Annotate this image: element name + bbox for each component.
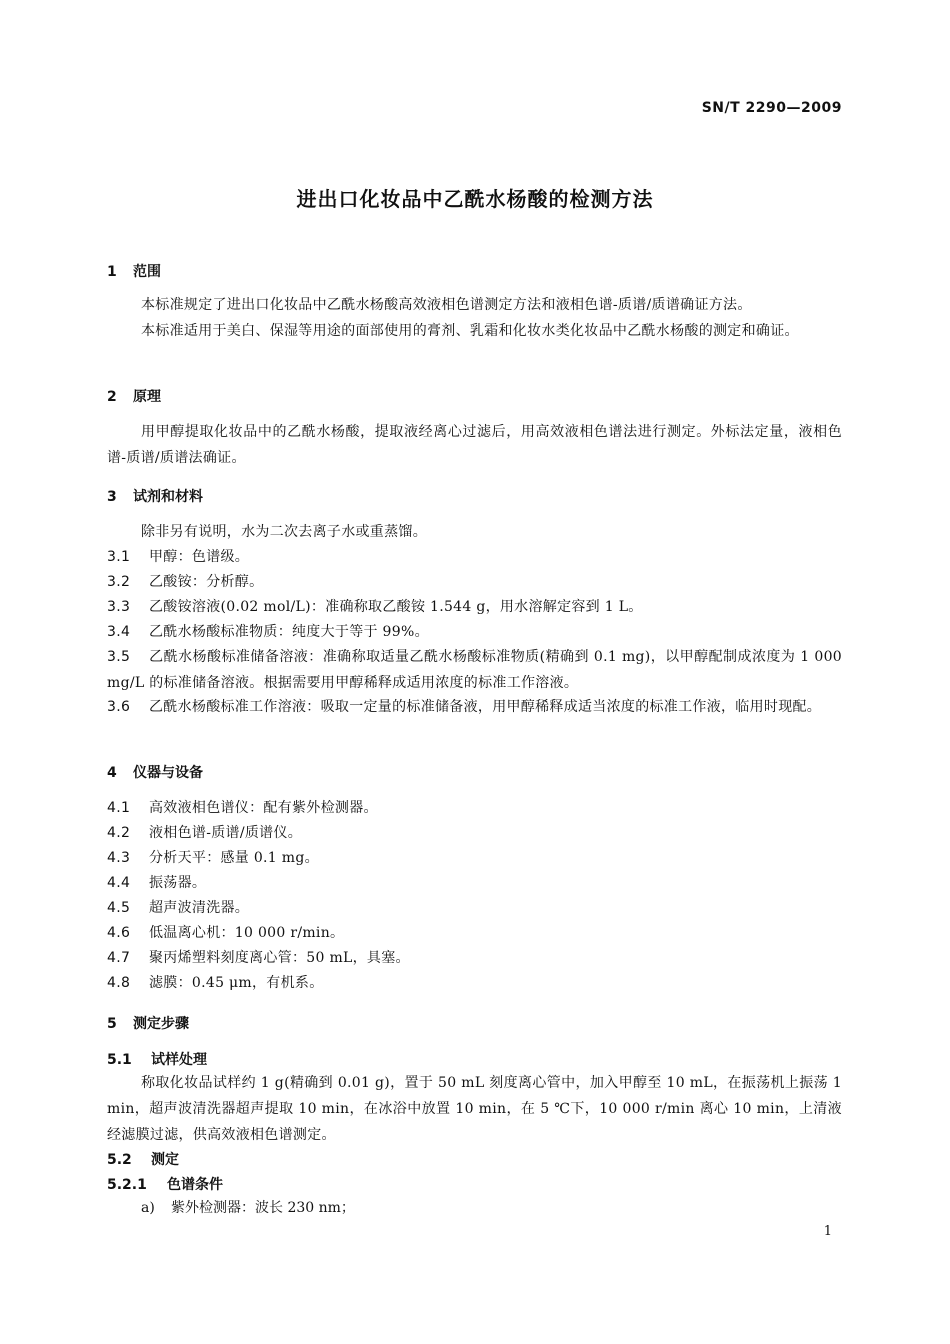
list-item (107, 945, 842, 971)
item-text: 高效液相色谱仪：配有紫外检测器。 (149, 800, 378, 816)
item-number: 4.3 (107, 850, 131, 866)
list-item (107, 569, 842, 595)
item-number: 4.2 (107, 825, 131, 841)
section-1-para-1: 本标准规定了进出口化妆品中乙酰水杨酸高效液相色谱测定方法和液相色谱-质谱/质谱确证方法。 (141, 297, 752, 313)
section-number: 4 (107, 765, 117, 781)
section-2-para-1: 用甲醇提取化妆品中的乙酰水杨酸，提取液经离心过滤后，用高效液相色谱法进行测定。外标法定量，液相色谱-质谱/质谱法确证。 (107, 424, 842, 466)
list-item (107, 694, 842, 720)
list-item (107, 970, 842, 996)
item-text: 分析天平：感量 0.1 mg。 (149, 850, 319, 866)
item-number: 3.5 (107, 649, 131, 665)
item-text: 聚丙烯塑料刻度离心管：50 mL，具塞。 (149, 950, 410, 966)
item-text: 紫外检测器：波长 230 nm； (171, 1200, 355, 1216)
item-number: 4.7 (107, 950, 131, 966)
subsection-number: 5.1 (107, 1052, 132, 1068)
section-title: 测定步骤 (133, 1016, 189, 1032)
document-title: 进出口化妆品中乙酰水杨酸的检测方法 (296, 187, 654, 211)
item-text: 低温离心机：10 000 r/min。 (149, 925, 345, 941)
section-title: 试剂和材料 (133, 489, 203, 505)
subsection-5-1-para: 称取化妆品试样约 1 g(精确到 0.01 g)，置于 50 mL 刻度离心管中，加入甲醇至 10 mL，在振荡机上振荡 1 min，超声波清洗器超声提取 10 min，在冰浴中放置 10 min，在 5 ℃下，10 000 r/min 离心 10 min，上清液经滤膜过滤，供高效液相色谱测定。 (107, 1075, 842, 1143)
section-title: 范围 (133, 264, 161, 280)
item-number: 4.8 (107, 975, 131, 991)
section-number: 2 (107, 389, 117, 405)
list-item (107, 544, 842, 570)
subsection-title: 试样处理 (151, 1052, 207, 1068)
item-number: 4.4 (107, 875, 131, 891)
list-item (107, 845, 842, 871)
item-text: 乙酸铵：分析醇。 (149, 574, 264, 590)
list-item (107, 870, 842, 896)
list-item (141, 1195, 355, 1221)
item-text: 乙酰水杨酸标准工作溶液：吸取一定量的标准储备液，用甲醇稀释成适当浓度的标准工作液，临用时现配。 (149, 699, 822, 715)
item-text: 滤膜：0.45 μm，有机系。 (149, 975, 324, 991)
list-item (107, 920, 842, 946)
subsection-number: 5.2.1 (107, 1177, 147, 1193)
subsection-title: 测定 (151, 1152, 179, 1168)
item-number: 4.5 (107, 900, 131, 916)
item-text: 乙酰水杨酸标准储备溶液：准确称取适量乙酰水杨酸标准物质(精确到 0.1 mg)，以甲醇配制成浓度为 1 000 mg/L 的标准储备溶液。根据需要用甲醇稀释成适用浓度的标准工作溶液。 (107, 649, 842, 691)
list-item (107, 619, 842, 645)
item-number: 3.2 (107, 574, 131, 590)
item-text: 振荡器。 (149, 875, 207, 891)
list-item (107, 895, 842, 921)
section-title: 原理 (133, 389, 161, 405)
subsection-5-2-heading (107, 1149, 179, 1169)
item-text: 乙酸铵溶液(0.02 mol/L)：准确称取乙酸铵 1.544 g，用水溶解定容到 1 L。 (149, 599, 643, 615)
section-3-intro: 除非另有说明，水为二次去离子水或重蒸馏。 (141, 524, 427, 540)
item-text: 超声波清洗器。 (149, 900, 250, 916)
section-number: 1 (107, 264, 117, 280)
subsection-5-2-1-heading (107, 1174, 223, 1194)
item-text: 液相色谱-质谱/质谱仪。 (149, 825, 303, 841)
page-number: 1 (823, 1224, 832, 1239)
standard-code: SN/T 2290—2009 (701, 100, 842, 116)
list-item (107, 594, 842, 620)
section-1-para-2: 本标准适用于美白、保湿等用途的面部使用的膏剂、乳霜和化妆水类化妆品中乙酰水杨酸的测定和确证。 (141, 323, 799, 339)
section-3-heading (107, 486, 203, 506)
section-number: 3 (107, 489, 117, 505)
item-number: 3.6 (107, 699, 131, 715)
item-number: 3.4 (107, 624, 131, 640)
item-text: 乙酰水杨酸标准物质：纯度大于等于 99%。 (149, 624, 429, 640)
section-number: 5 (107, 1016, 117, 1032)
item-number: 3.1 (107, 549, 131, 565)
item-text: 甲醇：色谱级。 (149, 549, 250, 565)
list-item (107, 644, 842, 696)
section-4-heading (107, 762, 203, 782)
section-5-heading (107, 1013, 189, 1033)
section-2-heading (107, 386, 161, 406)
item-number: 4.6 (107, 925, 131, 941)
item-label: a) (141, 1200, 155, 1216)
section-title: 仪器与设备 (133, 765, 203, 781)
section-1-heading (107, 261, 161, 281)
item-number: 3.3 (107, 599, 131, 615)
item-number: 4.1 (107, 800, 131, 816)
subsection-number: 5.2 (107, 1152, 132, 1168)
list-item (107, 795, 842, 821)
subsection-title: 色谱条件 (167, 1177, 223, 1193)
list-item (107, 820, 842, 846)
subsection-5-1-heading (107, 1049, 207, 1069)
